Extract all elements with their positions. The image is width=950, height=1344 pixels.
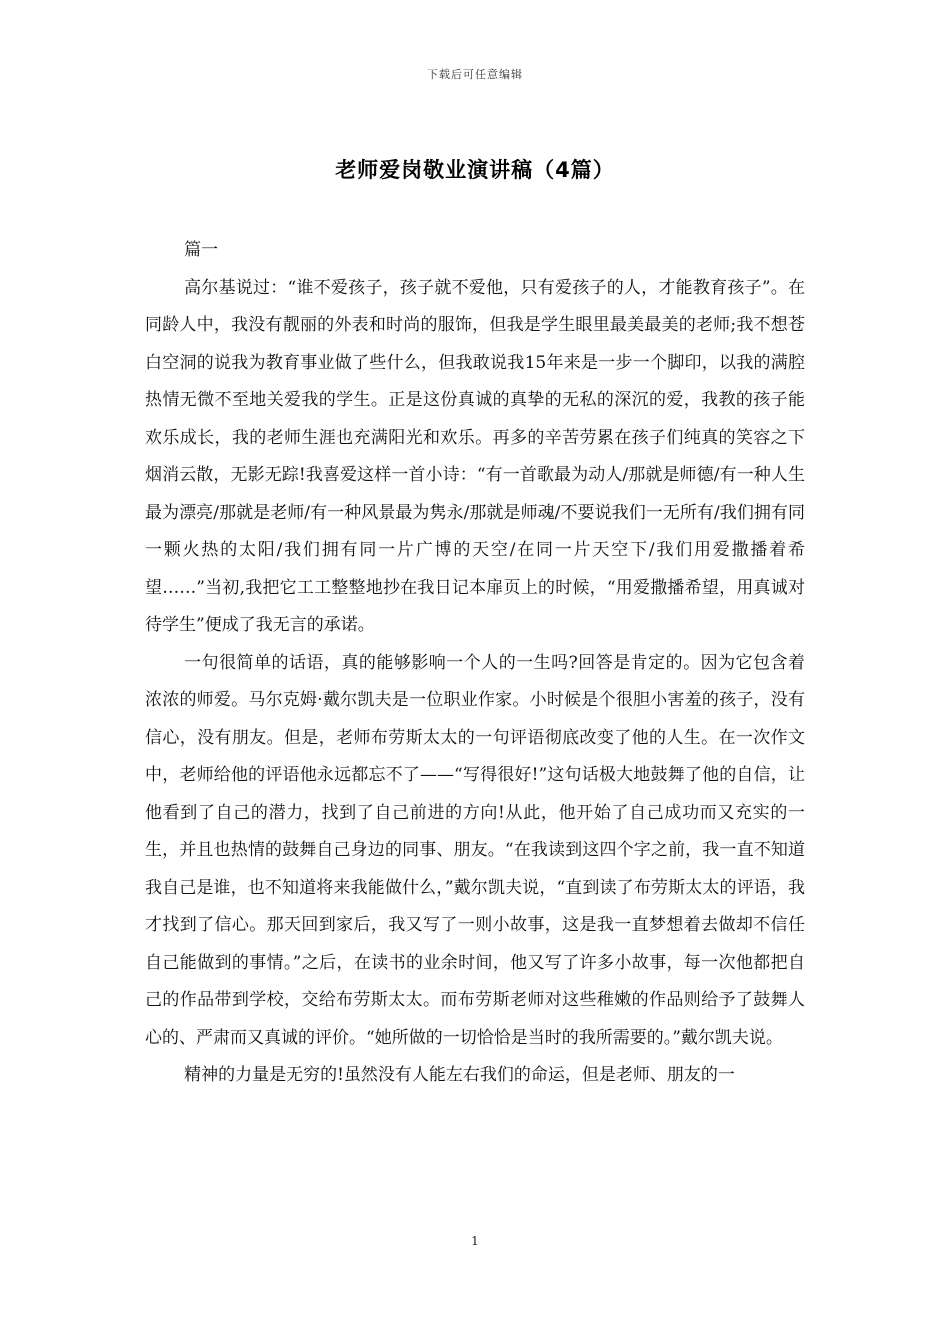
header-note: 下载后可任意编辑 [427, 68, 523, 81]
document-title: 老师爱岗敬业演讲稿（4篇） [335, 158, 615, 182]
document-body [145, 232, 805, 1095]
paragraph-1: 高尔基说过：“谁不爱孩子，孩子就不爱他，只有爱孩子的人，才能教育孩子”。在同龄人中，我没有靓丽的外表和时尚的服饰，但我是学生眼里最美最美的老师;我不想苍白空洞的说我为教育事业做了些什么，但我敢说我15年来是一步一个脚印，以我的满腔热情无微不至地关爱我的学生。正是这份真诚的真挚的无私的深沉的爱，我教的孩子能欢乐成长，我的老师生涯也充满阳光和欢乐。再多的辛苦劳累在孩子们纯真的笑容之下烟消云散，无影无踪!我喜爱这样一首小诗：“有一首歌最为动人/那就是师德/有一种人生最为漂亮/那就是老师/有一种风景最为隽永/那就是师魂/不要说我们一无所有/我们拥有同一颗火热的太阳/我们拥有同一片广博的天空/在同一片天空下/我们用爱撒播着希望……”当初,我把它工工整整地抄在我日记本扉页上的时候，“用爱撒播希望，用真诚对待学生”便成了我无言的承诺。 [145, 277, 805, 635]
paragraph-3: 精神的力量是无穷的!虽然没有人能左右我们的命运，但是老师、朋友的一 [184, 1065, 735, 1085]
page-number: 1 [471, 1234, 479, 1248]
paragraph-2: 一句很简单的话语，真的能够影响一个人的一生吗?回答是肯定的。因为它包含着浓浓的师爱。马尔克姆·戴尔凯夫是一位职业作家。小时候是个很胆小害羞的孩子，没有信心，没有朋友。但是，老师布劳斯太太的一句评语彻底改变了他的人生。在一次作文中，老师给他的评语他永远都忘不了——“写得很好!”这句话极大地鼓舞了他的自信，让他看到了自己的潜力，找到了自己前进的方向!从此，他开始了自己成功而又充实的一生，并且也热情的鼓舞自己身边的同事、朋友。“在我读到这四个字之前，我一直不知道我自己是谁，也不知道将来我能做什么，”戴尔凯夫说，“直到读了布劳斯太太的评语，我才找到了信心。那天回到家后，我又写了一则小故事，这是我一直梦想着去做却不信任自己能做到的事情。”之后，在读书的业余时间，他又写了许多小故事，每一次他都把自己的作品带到学校，交给布劳斯太太。而布劳斯老师对这些稚嫩的作品则给予了鼓舞人心的、严肃而又真诚的评价。“她所做的一切恰恰是当时的我所需要的。”戴尔凯夫说。 [145, 652, 805, 1048]
section-label: 篇一 [184, 240, 219, 260]
